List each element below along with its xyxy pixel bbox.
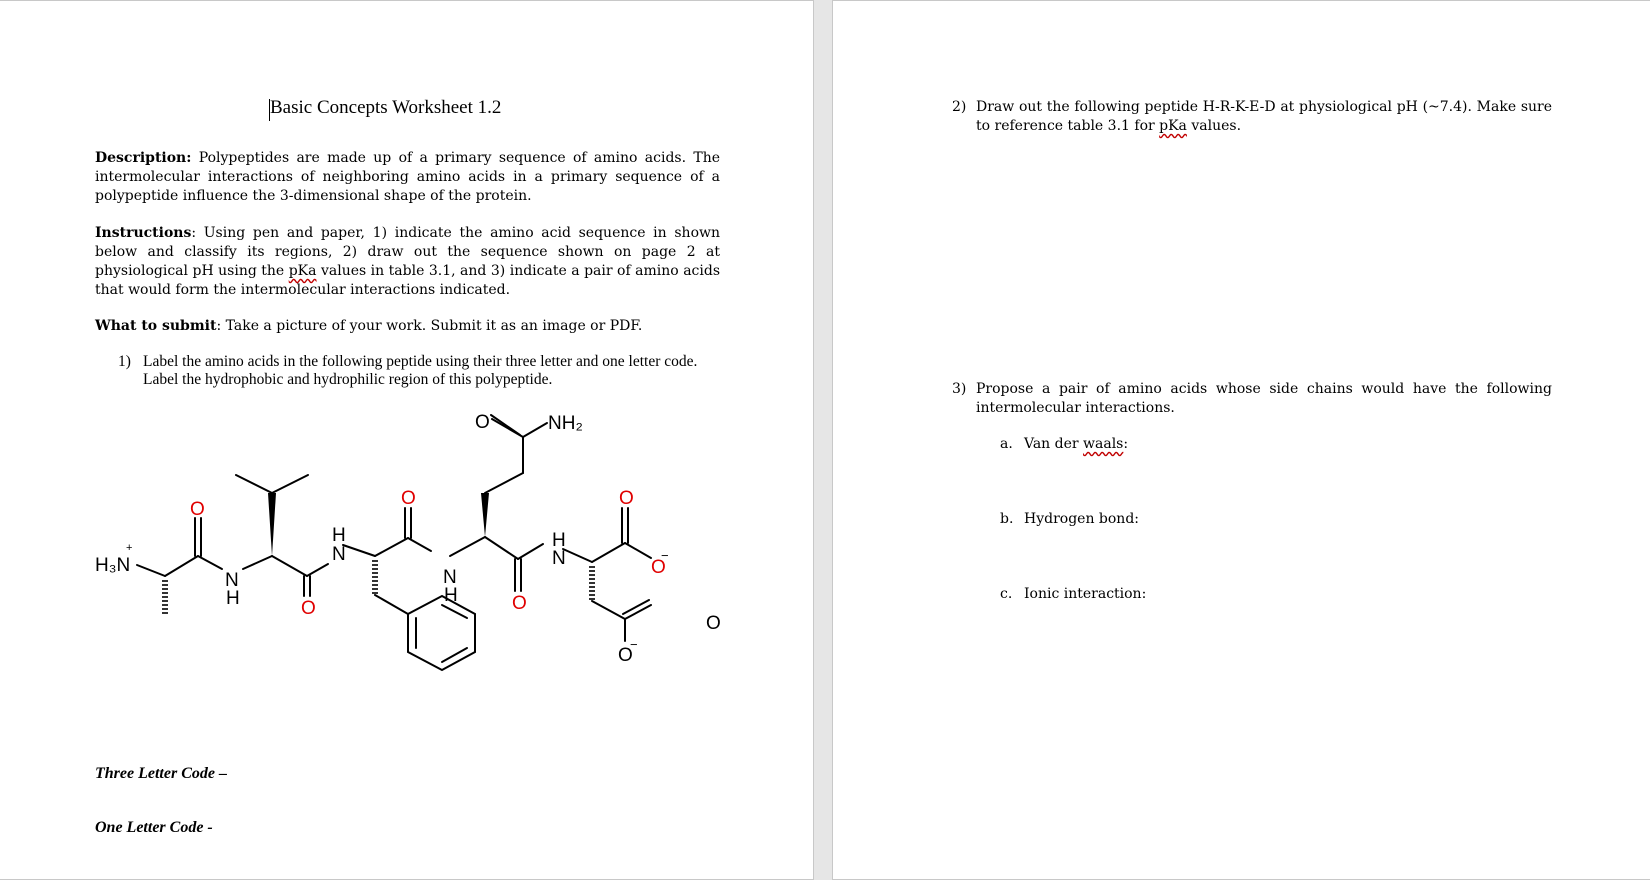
- peptide-structure-diagram: [85, 411, 721, 711]
- n-terminus-label: H₃N: [95, 555, 131, 576]
- one-letter-code-label: One Letter Code -: [95, 819, 213, 836]
- spellcheck-waals: waals: [1083, 436, 1124, 452]
- subitem-letter: c.: [1000, 586, 1013, 602]
- oxygen-label: O: [619, 488, 634, 509]
- subitem-suffix: :: [1123, 436, 1129, 452]
- subitem-text: Hydrogen bond:: [1024, 511, 1140, 527]
- spellcheck-pka: pKa: [1159, 118, 1187, 134]
- side-chain-oxygen-label: O: [618, 645, 633, 666]
- question-2-number: 2): [952, 99, 967, 115]
- page-title: Basic Concepts Worksheet 1.2: [270, 97, 502, 118]
- submit-paragraph: [95, 317, 720, 336]
- amide-n-label: N: [552, 548, 566, 569]
- description-text: Polypeptides are made up of a primary sequence of amino acids. The intermolecular interactions of neighboring amino acids in a primary sequence of a polypeptide influence the 3-dimensional shape of the protein.: [95, 150, 720, 204]
- question-3-text: Propose a pair of amino acids whose side chains would have the following intermolecular interactions.: [976, 381, 1552, 416]
- n-terminus-charge: +: [126, 542, 133, 554]
- instructions-text-1: : Using pen and paper, 1) indicate the amino acid sequence in shown below and classify its regions, 2) draw out the sequence shown on page 2 at physiological pH using the: [95, 225, 720, 279]
- amide-nh2-label: NH₂: [548, 413, 583, 434]
- amide-n-label: N: [332, 544, 346, 565]
- instructions-label: Instructions: [95, 225, 192, 241]
- instructions-text-2: values in table 3.1, and 3) indicate a pair of amino acids that would form the intermolecular interactions indicated.: [95, 263, 720, 298]
- submit-text: : Take a picture of your work. Submit it as an image or PDF.: [216, 318, 643, 334]
- three-letter-code-label: Three Letter Code –: [95, 765, 227, 782]
- question-2-text-1: Draw out the following peptide H-R-K-E-D at physiological pH (~7.4). Make sure to reference table 3.1 for: [976, 99, 1552, 134]
- question-1-text: Label the amino acids in the following peptide using their three letter and one letter code. Label the hydrophobic and hydrophilic region of this polypeptide.: [143, 353, 698, 388]
- amide-h-label: H: [444, 585, 458, 606]
- side-chain-charge: −: [630, 637, 638, 652]
- amide-oxygen-label: O: [475, 412, 490, 433]
- subitem-letter: a.: [1000, 436, 1013, 452]
- side-chain-oxygen-label: O: [706, 613, 721, 634]
- amide-h-label: H: [332, 525, 346, 546]
- document-page-1: [0, 0, 814, 880]
- spellcheck-pka: pKa: [288, 263, 317, 279]
- subitem-text: Ionic interaction:: [1024, 586, 1147, 602]
- submit-label: What to submit: [95, 318, 217, 334]
- amide-n-label: N: [443, 567, 457, 588]
- subitem-a: [1000, 436, 1128, 452]
- question-2-text-2: values.: [1186, 118, 1242, 134]
- subitem-b: [1000, 511, 1139, 527]
- question-1-number: 1): [118, 353, 131, 370]
- subitem-letter: b.: [1000, 511, 1014, 527]
- subitem-c: [1000, 586, 1146, 602]
- oxygen-label: O: [401, 488, 416, 509]
- subitem-text: Van der: [1024, 436, 1084, 452]
- description-paragraph: [95, 149, 720, 206]
- question-2-text: [976, 98, 1552, 136]
- question-3-number: 3): [952, 381, 967, 397]
- oxygen-label: O: [512, 593, 527, 614]
- description-label: Description:: [95, 150, 192, 166]
- carboxylate-oxygen-label: O: [651, 557, 666, 578]
- instructions-paragraph: [95, 224, 720, 300]
- oxygen-label: O: [190, 499, 205, 520]
- amide-h-label: H: [226, 588, 240, 609]
- amide-h-label: H: [552, 530, 566, 551]
- oxygen-label: O: [301, 598, 316, 619]
- carboxylate-charge: −: [661, 548, 669, 563]
- amide-n-label: N: [225, 570, 239, 591]
